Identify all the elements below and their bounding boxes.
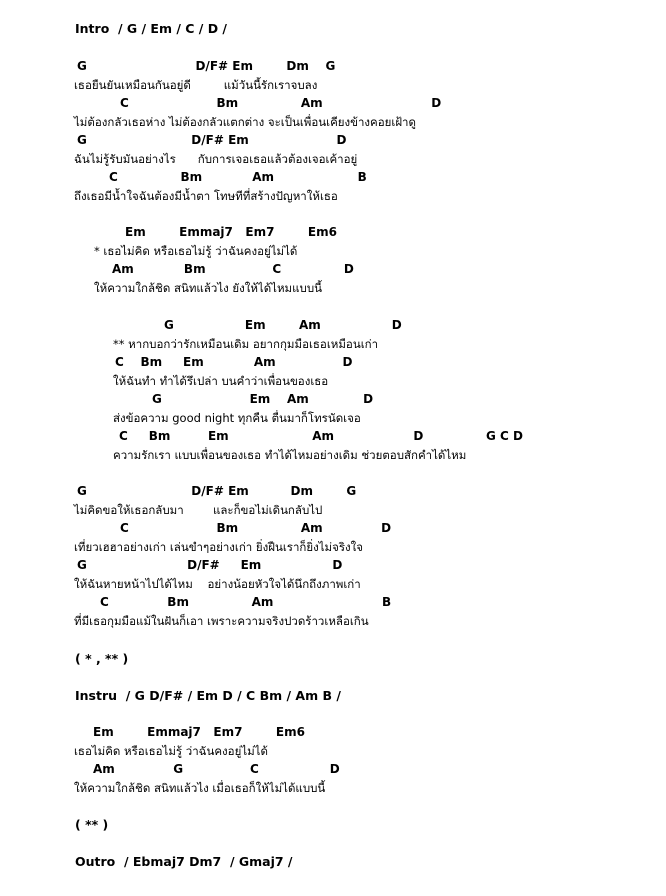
chord-line: C Bm Am D — [120, 96, 442, 110]
chord-line: G D/F# Em Dm G — [77, 59, 336, 73]
instrumental-line: Instru / G D/F# / Em D / C Bm / Am B / — [75, 688, 341, 703]
lyric-line: ให้ฉันหายหน้าไปได้ไหม อย่างน้อยหัวใจได้นึกถึงภาพเก่า — [74, 577, 361, 591]
chord-line: C Bm Am D — [120, 521, 392, 535]
lyric-line: เธอยืนยันเหมือนกันอยู่ดี แม้วันนี้รักเราจบลง — [74, 78, 318, 92]
lyric-line: * เธอไม่คิด หรือเธอไม่รู้ ว่าฉันคงอยู่ไม่ได้ — [94, 244, 298, 258]
lyric-line: ไม่คิดขอให้เธอกลับมา และก็ขอไม่เดินกลับไป — [74, 503, 323, 517]
lyric-line: ฉันไม่รู้รับมันอย่างไร กับการเจอเธอแล้วต้องเจอเค้าอยู่ — [74, 152, 358, 166]
chord-line: Em Emmaj7 Em7 Em6 — [93, 725, 305, 739]
lyric-line: ** หากบอกว่ารักเหมือนเดิม อยากกุมมือเธอเหมือนเก่า — [113, 337, 379, 351]
chord-line: C Bm Em Am D G C D — [119, 429, 523, 443]
lyric-line: ให้ฉันทำ ทำได้รึเปล่า บนคำว่าเพื่อนของเธอ — [113, 374, 329, 388]
chord-line: G D/F# Em D — [77, 558, 343, 572]
chord-line: Am G C D — [93, 762, 340, 776]
lyric-line: เธอไม่คิด หรือเธอไม่รู้ ว่าฉันคงอยู่ไม่ได้ — [74, 744, 268, 758]
repeat-marker: ( ** ) — [75, 817, 109, 832]
outro-line: Outro / Ebmaj7 Dm7 / Gmaj7 / — [75, 854, 293, 869]
chord-line: G Em Am D — [164, 318, 402, 332]
chord-line: G Em Am D — [152, 392, 374, 406]
lyric-line: ส่งข้อความ good night ทุกคืน ตื่นมาก็โทรนัดเจอ — [113, 411, 361, 425]
repeat-marker: ( * , ** ) — [75, 651, 129, 666]
chord-line: G D/F# Em Dm G — [77, 484, 357, 498]
lyric-line: ให้ความใกล้ชิด สนิทแล้วไง เมื่อเธอก็ให้ไม่ได้แบบนี้ — [74, 781, 326, 795]
lyric-line: ถึงเธอมีน้ำใจฉันต้องมีน้ำตา โทษทีที่สร้างปัญหาให้เธอ — [74, 189, 338, 203]
chord-line: G D/F# Em D — [77, 133, 347, 147]
lyric-line: เที่ยวเฮฮาอย่างเก่า เล่นขำๆอย่างเก่า ยิ่งฝืนเราก็ยิ่งไม่จริงใจ — [74, 540, 363, 554]
lyric-line: ไม่ต้องกลัวเธอห่าง ไม่ต้องกลัวแตกต่าง จะเป็นเพื่อนเคียงข้างคอยเฝ้าดู — [74, 115, 416, 129]
chord-line: C Bm Am B — [109, 170, 367, 184]
chord-line: C Bm Em Am D — [115, 355, 353, 369]
chord-line: Am Bm C D — [112, 262, 354, 276]
lyric-line: ให้ความใกล้ชิด สนิทแล้วไง ยังให้ได้ไหมแบบนี้ — [94, 281, 322, 295]
lyric-line: ความรักเรา แบบเพื่อนของเธอ ทำได้ไหมอย่างเดิม ช่วยตอบสักคำได้ไหม — [113, 448, 467, 462]
lyric-line: ที่มีเธอกุมมือแม้ในฝันก็เอา เพราะความจริงปวดร้าวเหลือเกิน — [74, 614, 369, 628]
chord-line: C Bm Am B — [100, 595, 392, 609]
intro-line: Intro / G / Em / C / D / — [75, 21, 227, 36]
chord-line: Em Emmaj7 Em7 Em6 — [125, 225, 337, 239]
